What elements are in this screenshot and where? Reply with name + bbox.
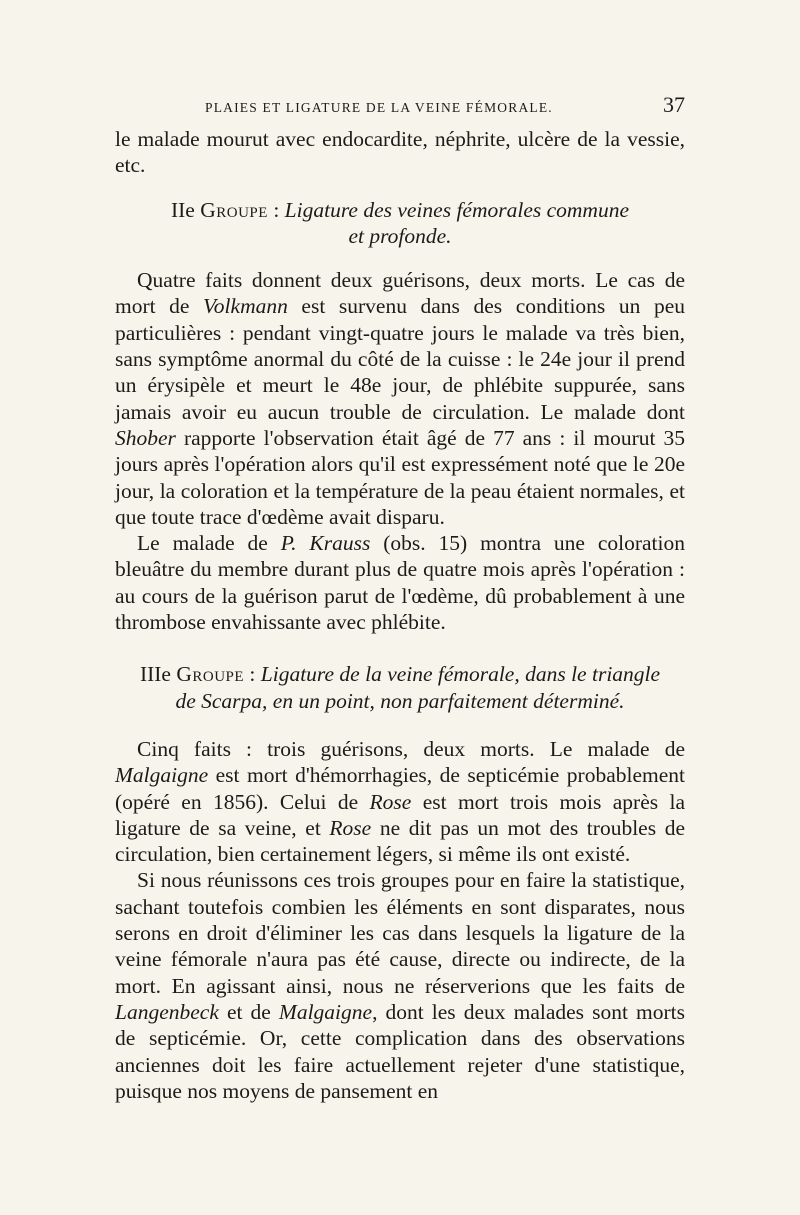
group-3-colon: : — [244, 662, 261, 687]
text-run: Si nous réunissons ces trois groupes pour en faire la statistique, sachant toutefois combien les éléments en sont disparates, nous serons en droit d'éliminer les cas dans lesquels la ligature de la veine fémorale n'aura pas été cause, directe ou indirecte, de la mort. En agissant ainsi, nous ne réserverions que les faits de — [115, 868, 685, 998]
group-2-heading — [115, 197, 685, 250]
text-run: Le malade de — [137, 531, 281, 556]
group-3-title-line1: Ligature de la veine fémorale, dans le triangle — [260, 662, 661, 687]
group-3-heading — [115, 661, 685, 714]
author-name: Volkmann — [203, 294, 288, 319]
group-3-paragraph-1 — [115, 736, 685, 867]
author-name: P. Krauss — [280, 531, 371, 556]
text-run: Cinq faits : trois guérisons, deux morts. Le malade de — [137, 736, 685, 761]
group-3-label: Groupe — [176, 662, 245, 687]
text-run: Quatre faits donnent deux guérisons, deux morts. Le cas de mort de — [115, 268, 685, 319]
author-name: Shober — [115, 425, 176, 450]
group-2-number: IIe — [170, 197, 195, 222]
text-run: est survenu dans des conditions un peu particulières : pendant vingt-quatre jours le malade va très bien, sans symptôme anormal du côté de la cuisse : le 24e jour il prend un érysipèle et meurt le 48e jour, de phlébite suppurée, sans jamais avoir eu aucun trouble de circulation. Le malade dont — [115, 294, 685, 424]
text-run: ne dit pas un mot des troubles de circulation, bien certainement légers, si même ils ont existé. — [115, 815, 685, 867]
group-2-title-line1: Ligature des veines fémorales commune — [284, 197, 629, 222]
intro-paragraph: le malade mourut avec endocardite, néphrite, ulcère de la vessie, etc. — [115, 127, 685, 178]
text-run: est mort trois mois après la ligature de sa veine, et — [115, 789, 686, 840]
group-2-title-line2: et profonde. — [348, 223, 452, 248]
author-name: Rose — [369, 789, 412, 814]
text-run: rapporte l'observation était âgé de 77 ans : il mourut 35 jours après l'opération alors qu'il est expressément noté que le 20e jour, la coloration et la température de la peau étaient normales, et que toute trace d'œdème avait disparu. — [115, 425, 685, 529]
page-header — [115, 92, 685, 126]
text-run: et de — [218, 999, 279, 1024]
group-2-label: Groupe — [200, 197, 268, 222]
author-name: Malgaigne — [278, 999, 373, 1024]
book-page — [115, 92, 685, 1104]
author-name: Rose — [329, 815, 372, 840]
group-3-number: IIIe — [139, 662, 171, 687]
group-3-paragraph-2 — [115, 867, 685, 1104]
group-2-paragraph-1 — [115, 267, 685, 530]
group-2-paragraph-2 — [115, 530, 685, 635]
author-name: Malgaigne — [115, 763, 209, 788]
text-run: (obs. 15) montra une coloration bleuâtre du membre durant plus de quatre mois après l'opération : au cours de la guérison parut de l'œdème, dû probablement à une thrombose envahissante avec phlébite. — [115, 531, 685, 635]
text-run: , dont les deux malades sont morts de septicémie. Or, cette complication dans des observations anciennes doit les faire actuellement rejeter d'une statistique, puisque nos moyens de pansement en — [115, 999, 685, 1103]
group-2-colon: : — [267, 197, 285, 222]
page-number: 37 — [663, 92, 685, 117]
text-run: est mort d'hémorrhagies, de septicémie probablement (opéré en 1856). Celui de — [115, 763, 685, 814]
running-title: PLAIES ET LIGATURE DE LA VEINE FÉMORALE. — [205, 100, 553, 115]
group-3-title-line2: de Scarpa, en un point, non parfaitement déterminé. — [175, 688, 625, 713]
author-name: Langenbeck — [115, 999, 219, 1024]
